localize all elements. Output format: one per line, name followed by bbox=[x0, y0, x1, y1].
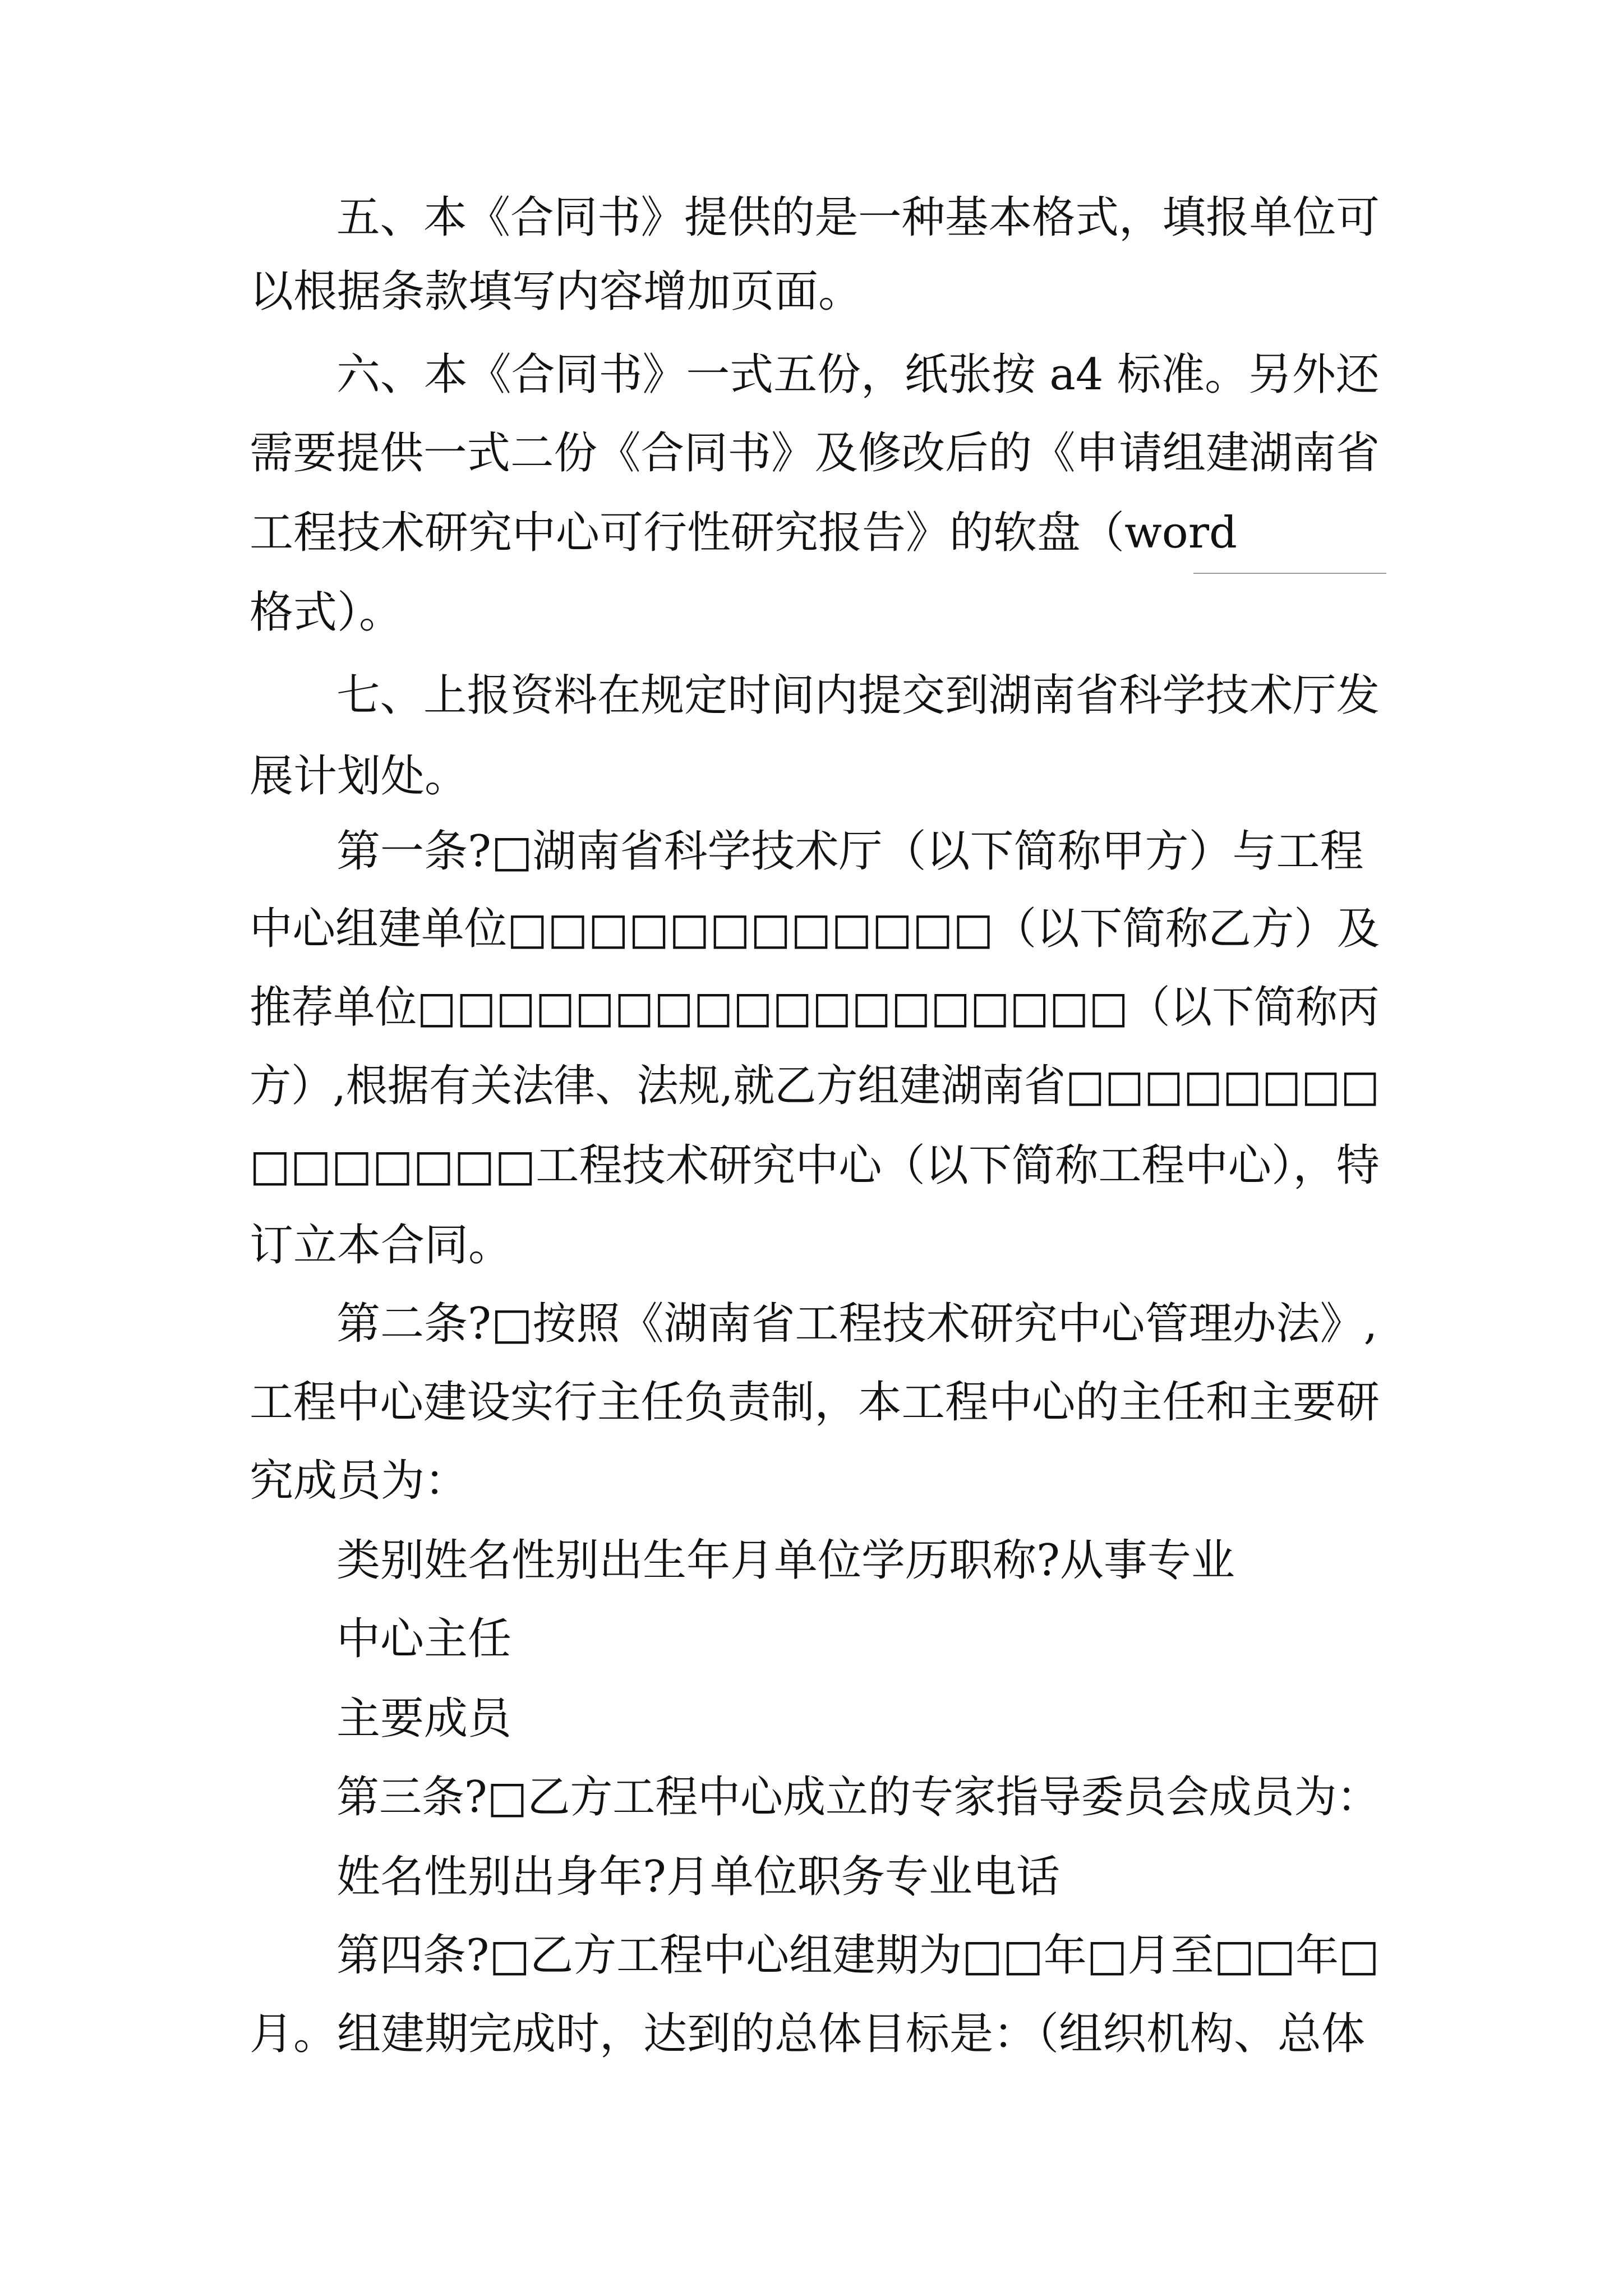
paragraph-line-8: 展计划处。 bbox=[250, 751, 469, 802]
paragraph-line-6: 格式）。 bbox=[250, 587, 403, 638]
article-1-line-3: 推荐单位□□□□□□□□□□□□□□□□□□（以下简称丙 bbox=[250, 982, 1380, 1033]
article-1-line-6: 订立本合同。 bbox=[250, 1220, 513, 1271]
article-4-line-2: 月。组建期完成时，达到的总体目标是：（组织机构、总体 bbox=[250, 2009, 1366, 2059]
paragraph-line-4: 需要提供一式二份《合同书》及修改后的《申请组建湖南省 bbox=[250, 428, 1380, 478]
article-2-line-3: 究成员为： bbox=[250, 1456, 469, 1506]
expert-table-header: 姓名性别出身年?月单位职务专业电话 bbox=[336, 1852, 1060, 1902]
article-1-line-5: □□□□□□□工程技术研究中心（以下简称工程中心），特 bbox=[250, 1140, 1380, 1191]
article-2-line-1: 第二条?□按照《湖南省工程技术研究中心管理办法》, bbox=[336, 1299, 1378, 1349]
article-1-line-1: 第一条?□湖南省科学技术厅（以下简称甲方）与工程 bbox=[336, 826, 1364, 877]
member-table-row-director: 中心主任 bbox=[336, 1614, 512, 1664]
member-table-row-members: 主要成员 bbox=[336, 1694, 512, 1744]
paragraph-line-5: 工程技术研究中心可行性研究报告》的软盘（word bbox=[250, 508, 1237, 558]
article-2-line-2: 工程中心建设实行主任负责制，本工程中心的主任和主要研 bbox=[250, 1377, 1380, 1428]
article-1-line-4: 方）,根据有关法律、法规,就乙方组建湖南省□□□□□□□□ bbox=[250, 1061, 1380, 1111]
article-4-line-1: 第四条?□乙方工程中心组建期为□□年□月至□□年□ bbox=[336, 1930, 1380, 1981]
paragraph-line-3: 六、本《合同书》一式五份，纸张按 a4 标准。另外还 bbox=[336, 349, 1380, 400]
paragraph-line-7: 七、上报资料在规定时间内提交到湖南省科学技术厅发 bbox=[336, 670, 1380, 721]
article-3-line-1: 第三条?□乙方工程中心成立的专家指导委员会成员为： bbox=[336, 1772, 1380, 1823]
paragraph-line-2: 以根据条款填写内容增加页面。 bbox=[250, 266, 863, 317]
article-1-line-2: 中心组建单位□□□□□□□□□□□□（以下简称乙方）及 bbox=[250, 904, 1380, 954]
member-table-header: 类别姓名性别出生年月单位学历职称?从事专业 bbox=[336, 1535, 1235, 1586]
paragraph-line-1: 五、本《合同书》提供的是一种基本格式，填报单位可 bbox=[336, 192, 1380, 243]
